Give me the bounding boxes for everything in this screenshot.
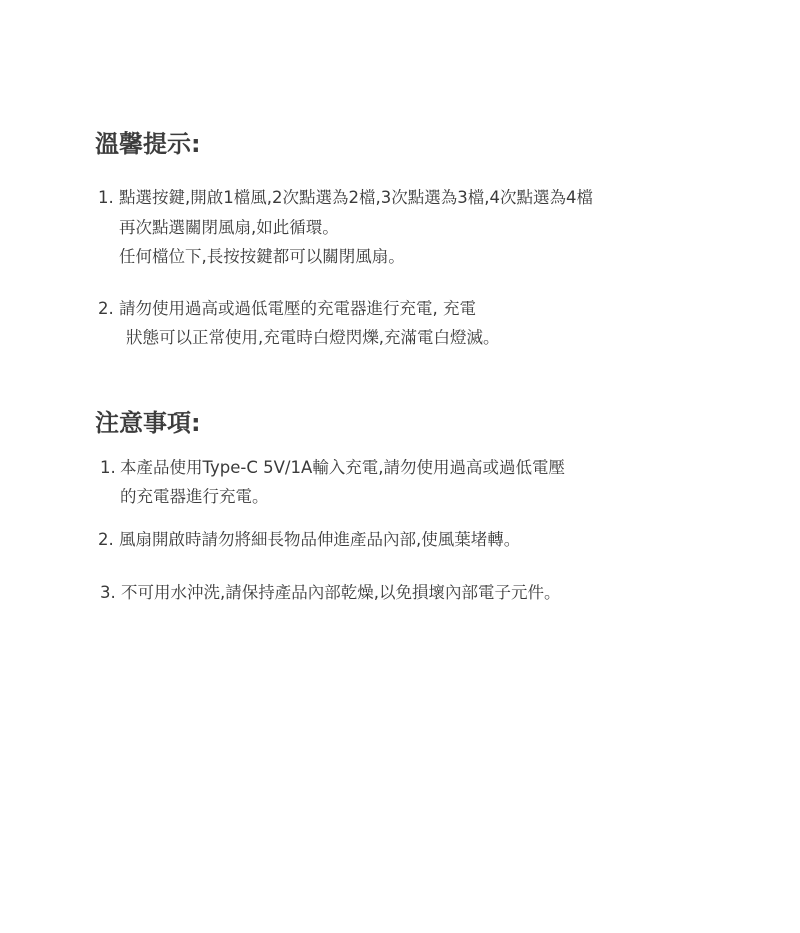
item-text-line: 風扇開啟時請勿將細長物品伸進產品內部,使風葉堵轉。 [119,530,521,549]
reminder-heading: 溫馨提示: [95,130,201,158]
item-text-line: 請勿使用過高或過低電壓的充電器進行充電, 充電 [119,299,476,318]
item-text-line: 的充電器進行充電。 [120,487,269,506]
item-text-line: 本產品使用Type-C 5V/1A輸入充電,請勿使用過高或過低電壓 [120,458,565,477]
item-number: 3. [100,583,116,602]
item-number: 1. [98,188,114,207]
item-number: 2. [98,299,114,318]
item-text-line: 不可用水沖洗,請保持產品內部乾燥,以免損壞內部電子元件。 [121,583,561,602]
notes-heading: 注意事項: [95,409,201,437]
item-text-line: 點選按鍵,開啟1檔風,2次點選為2檔,3次點選為3檔,4次點選為4檔 [119,188,593,207]
item-text-line: 狀態可以正常使用,充電時白燈閃爍,充滿電白燈滅。 [126,328,500,347]
item-number: 1. [100,458,116,477]
item-text-line: 再次點選關閉風扇,如此循環。 [119,218,339,237]
item-text-line: 任何檔位下,長按按鍵都可以關閉風扇。 [119,247,405,266]
item-number: 2. [98,530,114,549]
